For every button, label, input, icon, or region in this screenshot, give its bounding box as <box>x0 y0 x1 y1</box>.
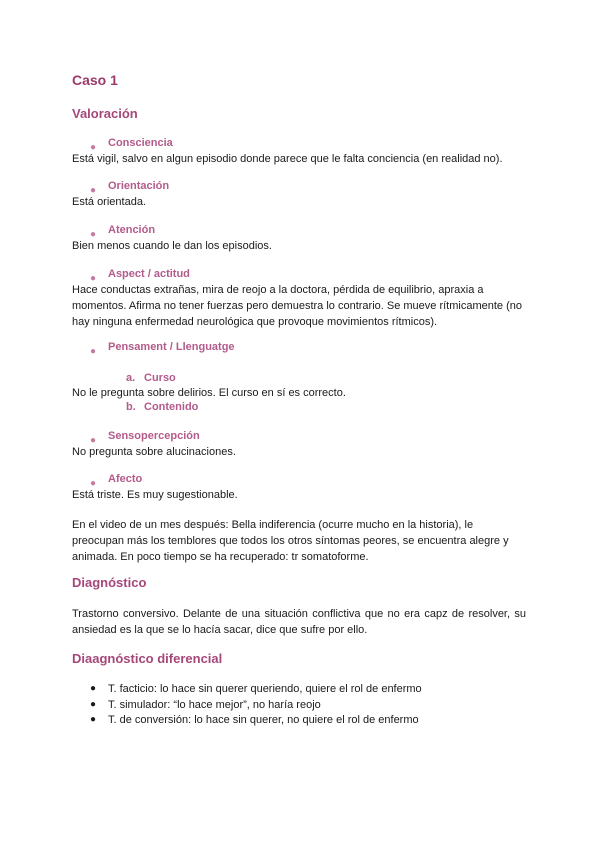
text-consciencia: Está vigil, salvo en algun episodio donde parece que le falta conciencia (en realidad no). <box>72 153 503 165</box>
text-afecto: Está triste. Es muy sugestionable. <box>72 489 238 501</box>
bullet-dot: ● <box>90 346 97 357</box>
bullet-dot: ● <box>90 699 97 710</box>
bullet-dot: ● <box>90 229 97 240</box>
subheading-consciencia: Consciencia <box>108 137 173 149</box>
text-aspect-actitud: Hace conductas extrañas, mira de reojo a la doctora, pérdida de equilibrio, apraxia a momentos. Afirma no tener fuerzas pero demuestra lo contrario. Se mueve rítmicamente (no hay ninguna enfermedad neurológica que provoque movimientos rítmicos). <box>72 284 522 328</box>
subheading-afecto: Afecto <box>108 473 143 485</box>
diferencial-item: T. simulador: “lo hace mejor”, no haría reojo <box>108 699 321 711</box>
subheading-orientacion: Orientación <box>108 180 170 192</box>
bullet-dot: ● <box>90 435 97 446</box>
subheading-aspect-actitud: Aspect / actitud <box>108 268 190 280</box>
list-marker-b: b. <box>126 401 136 413</box>
bullet-dot: ● <box>90 478 97 489</box>
subheading-atencion: Atención <box>108 224 156 236</box>
diferencial-item: T. de conversión: lo hace sin querer, no quiere el rol de enfermo <box>108 714 419 726</box>
text-diagnostico: Trastorno conversivo. Delante de una situación conflictiva que no era capz de resolver, su ansiedad es la que se lo hacía sacar, dice que sufre por ello. <box>72 608 526 636</box>
text-curso: No le pregunta sobre delirios. El curso en sí es correcto. <box>72 387 346 399</box>
document-title: Caso 1 <box>72 72 118 88</box>
text-video-paragraph: En el video de un mes después: Bella indiferencia (ocurre mucho en la historia), le preocupan más los temblores que todos los otros síntomas peores, se encuentra alegre y animada. En poco tiempo se ha recuperado: tr somatoforme. <box>72 519 509 563</box>
bullet-dot: ● <box>90 185 97 196</box>
diferencial-heading: Diaagnóstico diferencial <box>72 651 223 666</box>
subheading-pensament-llenguatge: Pensament / Llenguatge <box>108 341 235 353</box>
bullet-dot: ● <box>90 273 97 284</box>
valoracion-heading: Valoración <box>72 106 138 121</box>
bullet-dot: ● <box>90 142 97 153</box>
text-orientacion: Está orientada. <box>72 196 146 208</box>
text-atencion: Bien menos cuando le dan los episodios. <box>72 240 272 252</box>
text-sensopercepcion: No pregunta sobre alucinaciones. <box>72 446 236 458</box>
list-marker-a: a. <box>126 372 136 384</box>
bullet-dot: ● <box>90 714 97 725</box>
subheading-curso: Curso <box>144 372 176 384</box>
diagnostico-heading: Diagnóstico <box>72 575 147 590</box>
subheading-contenido: Contenido <box>144 401 199 413</box>
diferencial-item: T. facticio: lo hace sin querer queriendo, quiere el rol de enfermo <box>108 683 422 695</box>
bullet-dot: ● <box>90 683 97 694</box>
subheading-sensopercepcion: Sensopercepción <box>108 430 200 442</box>
